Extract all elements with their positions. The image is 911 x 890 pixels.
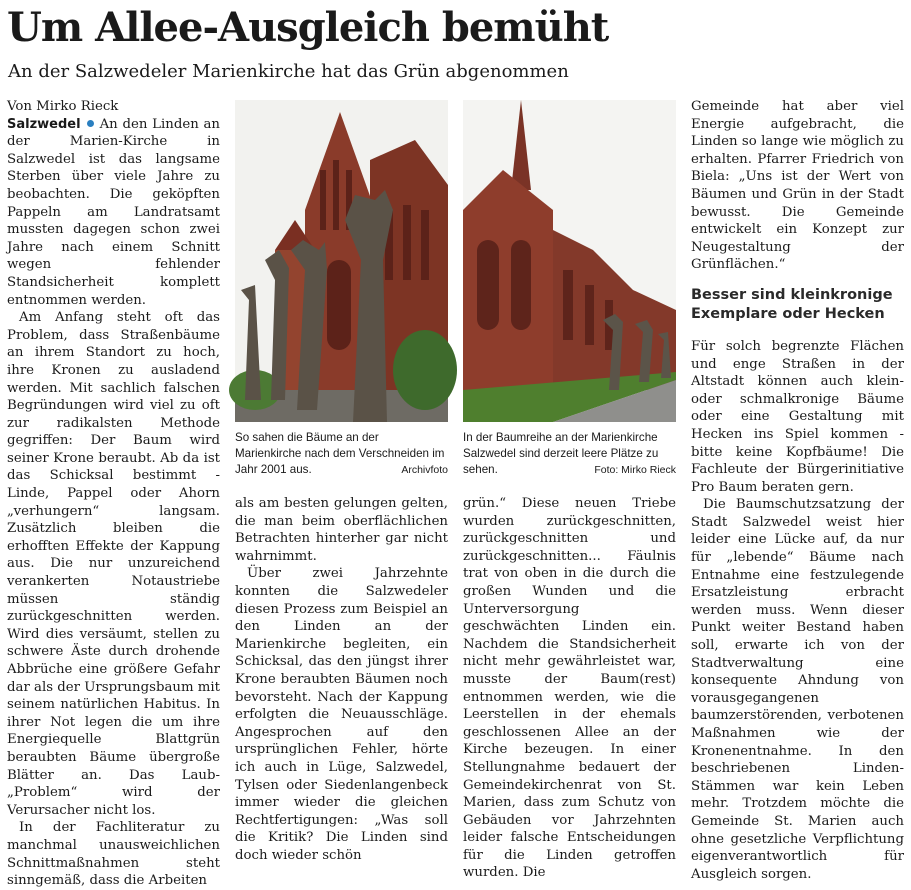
byline: Von Mirko Rieck: [7, 99, 119, 114]
paragraph: Am Anfang steht oft das Problem, dass Straßenbäume an ihrem Standort zu hoch, ihre Kronen zu ausladend werden. Mit sachlich falschen Begründungen wird viel zu oft zur radikalsten Methode gegriffen: Der Baum wird seiner Krone beraubt. Ab da ist das Schicksal bestimmt - Linde, Pappel oder Ahorn „verhungern“ langsam. Zusätzlich bleiben die erhofften Effekte der Kappung aus. Die nur unzureichend verankerten Notaustriebe müssen ständig zurückgeschnitten werden. Wird dies versäumt, stellen zu schwere Äste durch drohende Abbrüche eine größere Gefahr dar als der Ursprungsbaum mit seinem natürlichen Habitus. In ihrer Not legen die um ihre Energiequelle Blattgrün beraubten Bäume übergroße Blätter an. Das Laub-„Problem“ wird der Verursacher nicht los.: [7, 310, 220, 818]
paragraph: Salzwedel An den Linden an der Marien-Kirche in Salzwedel ist das langsame Sterben über viele Jahre zu beobachten. Die geköpften Pappeln am Landratsamt mussten dagegen schon zwei Jahre nach einem Schnitt wegen fehlender Standsicherheit komplett entnommen werden.: [7, 116, 220, 308]
paragraph: grün.“ Diese neuen Triebe wurden zurückgeschnitten, zurückgeschnitten und zurückgeschnitten... Fäulnis trat von oben in die durch die großen Wunden und die Unterversorgung geschwächten Linden ein. Nachdem die Standsicherheit nicht mehr gewährleistet war, musste der Baum(rest) entnommen werden, wie die Leerstellen in der ehemals geschlossenen Allee an der Kirche bezeugen. In einer Stellungnahme bedauert der Gemeindekirchenrat von St. Marien, dass zum Schutz von Gebäuden vor Jahrzehnten leider falsche Entscheidungen für die Linden getroffen wurden. Die: [463, 496, 676, 881]
photo-trees-2001: [235, 100, 448, 422]
paragraph: In der Fachliteratur zu manchmal unausweichlichen Schnittmaßnahmen steht sinngemäß, dass die Arbeiten: [7, 820, 220, 889]
paragraph: Über zwei Jahrzehnte konnten die Salzwedeler diesen Prozess zum Beispiel an den Linden an der Marienkirche begleiten, ein Schicksal, das den jüngst ihrer Krone beraubten Bäumen noch bevorsteht. Nach der Kappung erfolgten die Neuausschläge. Angesprochen auf den ursprünglichen Fehler, hörte ich auch in Lüge, Salzwedel, Tylsen oder Siedenlangenbeck immer wieder die gleichen Rechtfertigungen: „Was soll die Kritik? Die Linden sind doch wieder schön: [235, 566, 448, 863]
dateline-dot-icon: [87, 120, 94, 127]
photo-caption-1: So sahen die Bäume an der Marienkirche nach dem Verschneiden im Jahr 2001 aus. Archivfoto: [235, 431, 448, 476]
article-column-1: [7, 98, 220, 889]
photo-church-today: [463, 100, 676, 422]
paragraph: Die Baumschutzsatzung der Stadt Salzwedel weist hier leider eine Lücke auf, da nur für „lebende“ Bäume nach Entnahme eine festzulegende Ersatzleistung erbracht werden muss. Wenn dieser Punkt weiter Bestand haben soll, erwarte ich von der Stadtverwaltung eine konsequente Ahndung von vorausgegangenen baumzerstörenden, verbotenen Maßnahmen wie der Kronenentnahme. In den beschriebenen Linden-Stämmen war kein Leben mehr. Trotzdem möchte die Gemeinde St. Marien auch ohne gesetzliche Verpflichtung eigenverantwortlich für Ausgleich sorgen.: [691, 497, 904, 882]
photo-credit-2: Foto: Mirko Rieck: [594, 464, 676, 476]
paragraph: als am besten gelungen gelten, die man beim oberflächlichen Betrachten hinterher gar nicht wahrnimmt.: [235, 496, 448, 564]
paragraph: Für solch begrenzte Flächen und enge Straßen in der Altstadt können auch klein- oder schmalkronige Bäume oder eine Gestaltung mit Hecken ins Spiel kommen - bitte keine Kopfbäume! Die Fachleute der Bürgerinitiative Pro Baum beraten gern.: [691, 338, 904, 495]
dateline: Salzwedel: [7, 116, 81, 132]
section-subhead: Besser sind kleinkronige Exemplare oder Hecken: [691, 286, 893, 322]
subheadline: An der Salzwedeler Marienkirche hat das Grün abgenommen: [8, 61, 569, 82]
headline: Um Allee-Ausgleich bemüht: [7, 4, 609, 51]
photo-caption-2: In der Baumreihe an der Marienkirche Salzwedel sind derzeit leere Plätze zu sehen. Foto: Mirko Rieck: [463, 431, 676, 476]
church-trees-image: [235, 100, 448, 422]
paragraph: Gemeinde hat aber viel Energie aufgebracht, die Linden so lange wie möglich zu erhalten. Pfarrer Friedrich von Biela: „Uns ist der Wert von Bäumen und Grün in der Stadt bewusst. Die Gemeinde entwickelt ein Konzept zur Neugestaltung der Grünflächen.“: [691, 99, 904, 273]
article-column-4: [691, 98, 904, 882]
church-image: [463, 100, 676, 422]
article-column-3: [463, 495, 676, 881]
photo-credit-1: Archivfoto: [401, 464, 448, 476]
article-column-2: [235, 495, 448, 876]
